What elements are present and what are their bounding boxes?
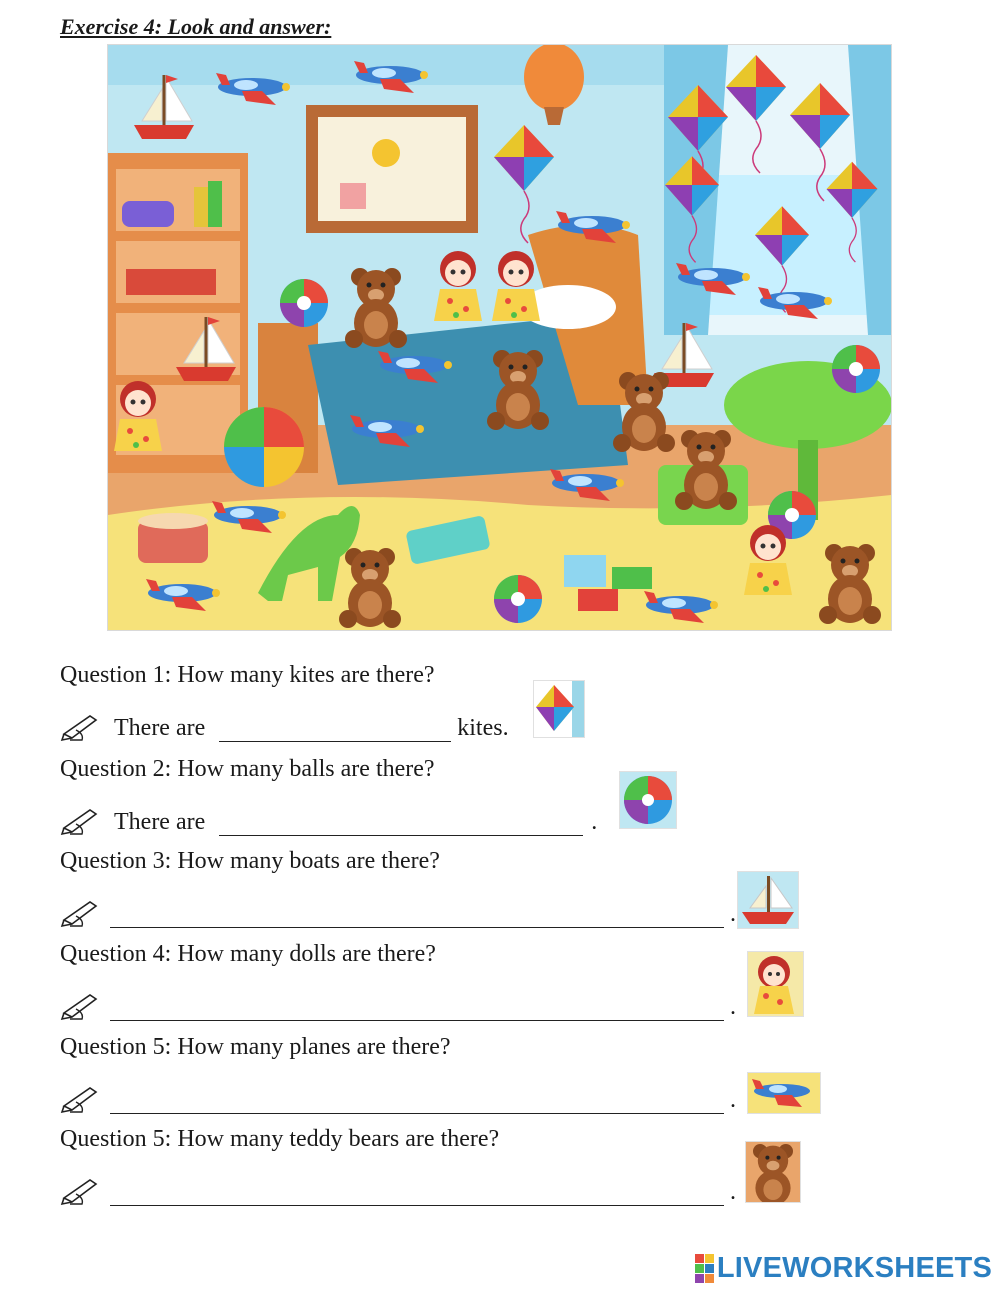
teddy-bear-icon — [745, 1141, 801, 1203]
plane-icon — [747, 1072, 821, 1114]
question-5-text: Question 5: How many planes are there? — [60, 1034, 451, 1060]
ball-icon — [619, 771, 677, 829]
question-3-text: Question 3: How many boats are there? — [60, 848, 440, 874]
answer-lead-2: There are — [114, 809, 206, 835]
exercise-title: Exercise 4: Look and answer: — [60, 14, 332, 39]
answer-suffix-3: . — [730, 901, 736, 927]
writing-hand-icon — [60, 991, 100, 1021]
answer-suffix-5: . — [730, 1087, 736, 1113]
answer-row-3 — [60, 898, 736, 928]
question-6-text: Question 5: How many teddy bears are there? — [60, 1126, 500, 1152]
writing-hand-icon — [60, 806, 100, 836]
answer-row-1 — [60, 712, 509, 742]
writing-hand-icon — [60, 898, 100, 928]
answer-blank-3[interactable] — [110, 905, 724, 928]
answer-blank-5[interactable] — [110, 1091, 724, 1114]
brand-name: LIVEWORKSHEETS — [716, 1252, 992, 1284]
liveworksheets-logo[interactable] — [695, 1252, 992, 1285]
answer-blank-4[interactable] — [110, 998, 724, 1021]
answer-suffix-1: kites. — [457, 715, 509, 741]
answer-blank-1[interactable] — [219, 719, 451, 742]
answer-row-4 — [60, 991, 736, 1021]
answer-row-5 — [60, 1084, 736, 1114]
answer-row-2 — [60, 806, 597, 836]
answer-suffix-4: . — [730, 994, 736, 1020]
writing-hand-icon — [60, 1176, 100, 1206]
question-2-text: Question 2: How many balls are there? — [60, 756, 435, 782]
answer-blank-6[interactable] — [110, 1183, 724, 1206]
doll-icon — [747, 951, 804, 1017]
boat-icon — [737, 871, 799, 929]
answer-row-6 — [60, 1176, 736, 1206]
kite-icon — [533, 680, 585, 738]
writing-hand-icon — [60, 1084, 100, 1114]
question-4-text: Question 4: How many dolls are there? — [60, 941, 436, 967]
writing-hand-icon — [60, 712, 100, 742]
toy-room-illustration — [107, 44, 892, 631]
question-1-text: Question 1: How many kites are there? — [60, 662, 435, 688]
answer-blank-2[interactable] — [219, 813, 583, 836]
answer-suffix-2: . — [591, 809, 598, 835]
brand-mark-icon — [695, 1254, 714, 1283]
answer-lead-1: There are — [114, 715, 206, 741]
answer-suffix-6: . — [730, 1179, 736, 1205]
